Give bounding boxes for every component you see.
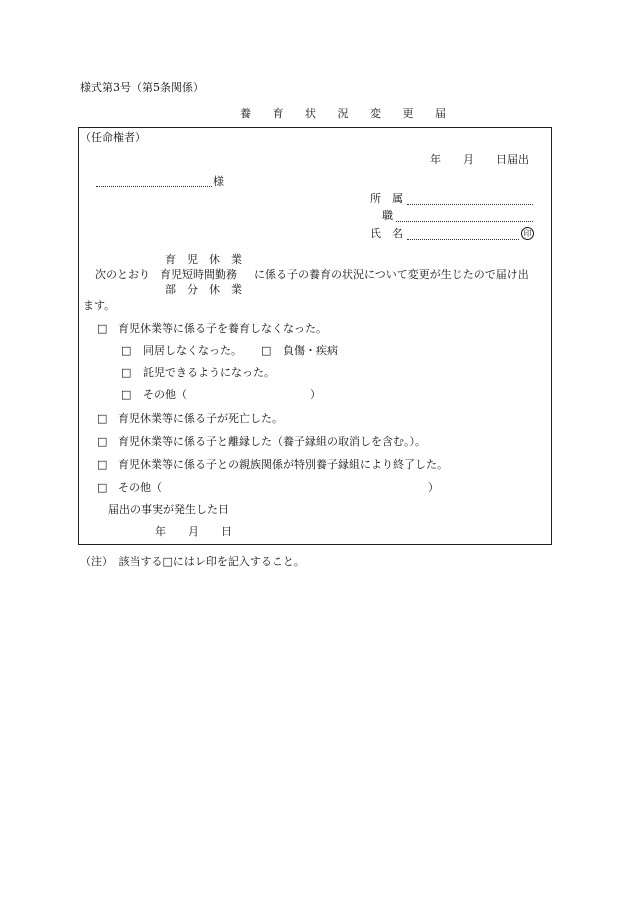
footnote: （注） 該当する□にはレ印を記入すること。 [80,555,305,568]
submission-date: 年 月 日届出 [430,153,529,166]
addressee-name-field[interactable] [96,186,212,187]
leave-option-short-hours: 育児短時間勤務 [160,268,237,281]
reason-1d-close-paren: ） [310,388,321,401]
reason-1-label: 育児休業等に係る子を養育しなくなった。 [118,322,327,335]
checkbox-reason-3[interactable]: □ [97,435,108,448]
affiliation-label: 所 属 [370,192,403,205]
reason-5-label: その他（ [118,481,162,494]
reason-2-label: 育児休業等に係る子が死亡した。 [118,412,283,425]
leave-option-childcare-leave: 育 児 休 業 [165,253,242,266]
reason-1d-label: その他（ [143,388,187,401]
seal-mark: 印 [521,227,534,240]
form-title: 養 育 状 況 変 更 届 [240,107,455,120]
reason-5-close-paren: ） [428,481,439,494]
reason-1a-label: 同居しなくなった。 [143,344,242,357]
addressee-honorific: 様 [213,175,224,188]
checkbox-reason-1a[interactable]: □ [121,344,132,357]
occurrence-label: 届出の事実が発生した日 [108,503,229,516]
checkbox-reason-4[interactable]: □ [97,458,108,471]
name-field[interactable] [407,239,519,240]
checkbox-reason-2[interactable]: □ [97,412,108,425]
addressee-label: （任命権者） [80,131,146,144]
position-field[interactable] [396,221,533,222]
checkbox-reason-1b[interactable]: □ [261,344,272,357]
name-label: 氏 名 [370,227,403,240]
checkbox-reason-1c[interactable]: □ [121,366,132,379]
checkbox-reason-1d[interactable]: □ [121,388,132,401]
checkbox-reason-1[interactable]: □ [97,322,108,335]
statement-continuation: ます。 [83,299,116,312]
occurrence-date: 年 月 日 [155,525,232,538]
statement-suffix: に係る子の養育の状況について変更が生じたので届け出 [254,268,529,281]
reason-1c-label: 託児できるようになった。 [143,366,275,379]
leave-option-partial-leave: 部 分 休 業 [165,283,242,296]
checkbox-reason-5[interactable]: □ [97,481,108,494]
form-number: 様式第3号（第5条関係） [80,81,204,94]
reason-1b-label: 負傷・疾病 [283,344,338,357]
affiliation-field[interactable] [407,204,533,205]
position-label: 職 [382,209,393,222]
reason-4-label: 育児休業等に係る子との親族関係が特別養子縁組により終了した。 [118,458,448,471]
reason-3-label: 育児休業等に係る子と離縁した（養子縁組の取消しを含む。）。 [118,435,426,448]
statement-prefix: 次のとおり [95,268,150,281]
